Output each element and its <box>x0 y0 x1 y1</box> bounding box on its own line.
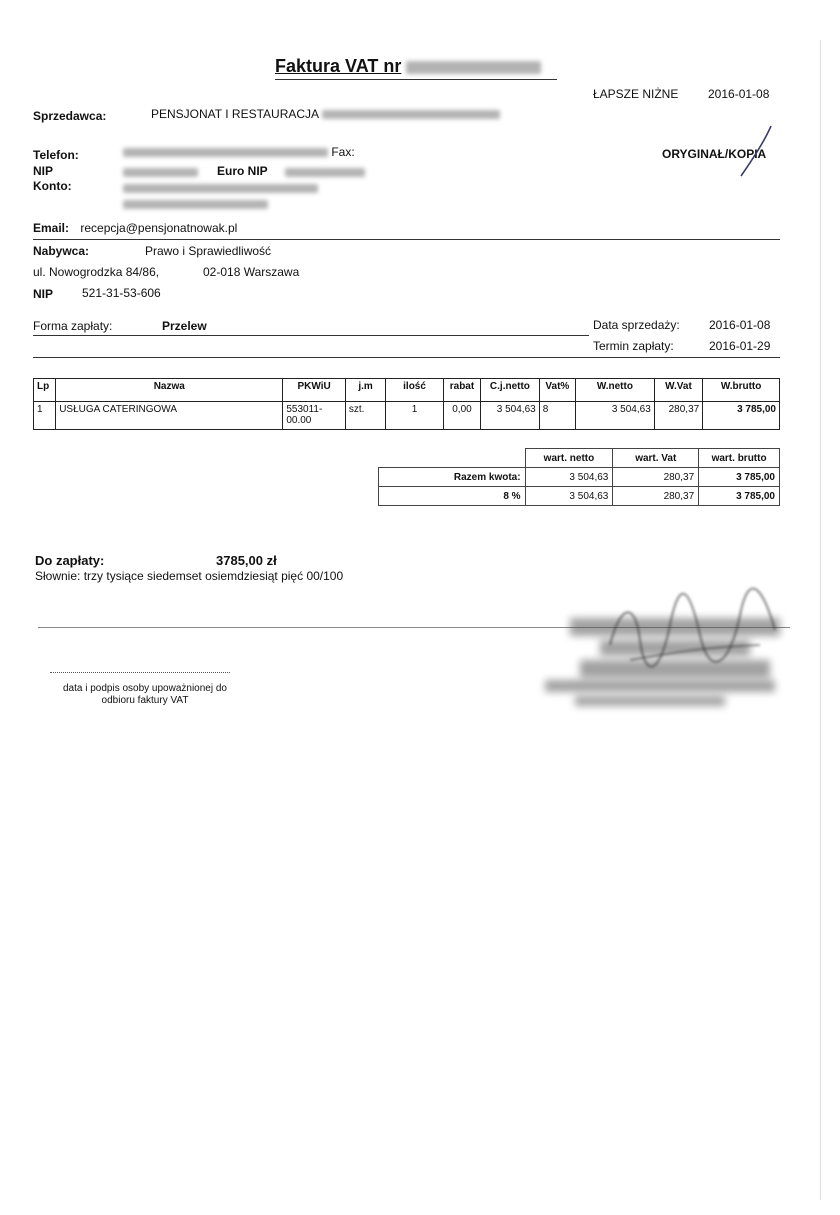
seller-name <box>151 107 500 121</box>
summary-total-net: 3 504,63 <box>525 468 613 487</box>
summary-header-gross: wart. brutto <box>699 449 780 468</box>
summary-total-label: Razem kwota: <box>379 468 526 487</box>
account-line-2 <box>123 196 268 214</box>
col-header-lp: Lp <box>34 379 56 402</box>
signature-scribble <box>590 585 790 695</box>
buyer-name: Prawo i Sprawiedliwość <box>145 244 272 258</box>
buyer-label: Nabywca: <box>33 244 90 258</box>
cell-vat-pct: 8 <box>539 402 575 430</box>
items-header-row <box>34 379 780 402</box>
page-edge-line <box>820 40 821 1200</box>
issue-date: 2016-01-08 <box>708 87 770 101</box>
euro-nip-label: Euro NIP <box>217 164 268 178</box>
cell-unit-net: 3 504,63 <box>481 402 540 430</box>
account-label: Konto: <box>33 179 72 193</box>
cell-lp: 1 <box>34 402 56 430</box>
col-header-net: W.netto <box>576 379 655 402</box>
cell-qty: 1 <box>386 402 444 430</box>
buyer-nip: 521-31-53-606 <box>82 286 161 300</box>
summary-header-net: wart. netto <box>525 449 613 468</box>
buyer-city: 02-018 Warszawa <box>203 265 300 279</box>
sale-date-label: Data sprzedaży: <box>593 318 680 332</box>
cell-pkwiu-line2: 00.00 <box>286 415 312 426</box>
payment-form-label: Forma zapłaty: <box>33 319 113 333</box>
col-header-vat: W.Vat <box>654 379 702 402</box>
cell-net: 3 504,63 <box>576 402 655 430</box>
phone-label: Telefon: <box>33 148 79 162</box>
col-header-vat-pct: Vat% <box>539 379 575 402</box>
col-header-unit-net: C.j.netto <box>481 379 540 402</box>
col-header-gross: W.brutto <box>703 379 780 402</box>
to-pay-label: Do zapłaty: <box>35 553 105 568</box>
redacted-invoice-number <box>406 61 541 74</box>
summary-rate-gross: 3 785,00 <box>699 487 780 506</box>
fax-label: Fax: <box>331 145 355 159</box>
items-table <box>33 378 780 430</box>
col-header-pkwiu: PKWiU <box>283 379 346 402</box>
email-row <box>33 221 237 235</box>
due-date: 2016-01-29 <box>709 339 771 353</box>
cell-name: USŁUGA CATERINGOWA <box>56 402 283 430</box>
signature-caption <box>50 683 240 707</box>
nip-label: NIP <box>33 164 54 178</box>
to-pay-amount: 3785,00 zł <box>216 553 277 568</box>
redacted-phone <box>123 148 328 157</box>
seller-name-text: PENSJONAT I RESTAURACJA <box>151 107 319 121</box>
due-date-label: Termin zapłaty: <box>593 339 674 353</box>
summary-blank <box>379 449 526 468</box>
invoice-title <box>275 56 541 77</box>
redacted-bank-name <box>123 200 268 209</box>
original-copy-label: ORYGINAŁ/KOPIA <box>662 147 767 161</box>
summary-header-vat: wart. Vat <box>613 449 699 468</box>
summary-rate-label: 8 % <box>379 487 526 506</box>
cell-vat: 280,37 <box>654 402 702 430</box>
summary-table <box>378 448 780 506</box>
summary-total-gross: 3 785,00 <box>699 468 780 487</box>
redacted-account-number <box>123 184 318 193</box>
col-header-unit: j.m <box>345 379 385 402</box>
buyer-street: ul. Nowogrodzka 84/86, <box>33 265 160 279</box>
invoice-title-text: Faktura VAT nr <box>275 56 402 76</box>
seller-buyer-divider <box>33 239 780 240</box>
summary-rate-vat: 280,37 <box>613 487 699 506</box>
phone-row <box>123 145 355 159</box>
summary-rate-net: 3 504,63 <box>525 487 613 506</box>
redacted-euro-nip <box>285 168 365 177</box>
payment-divider <box>33 335 589 336</box>
copy-strike-mark <box>735 122 775 180</box>
redacted-seller-name <box>322 110 500 119</box>
issue-place: ŁAPSZE NIŻNE <box>593 87 679 101</box>
summary-header-row <box>379 449 780 468</box>
title-underline <box>275 79 557 80</box>
cell-gross: 3 785,00 <box>703 402 780 430</box>
signature-caption-line1: data i podpis osoby upoważnionej do <box>62 683 227 694</box>
col-header-discount: rabat <box>443 379 480 402</box>
signature-caption-line2: odbioru faktury VAT <box>101 695 189 706</box>
summary-total-vat: 280,37 <box>613 468 699 487</box>
cell-discount: 0,00 <box>443 402 480 430</box>
amount-in-words: Słownie: trzy tysiące siedemset osiemdziesiąt pięć 00/100 <box>35 569 344 583</box>
summary-rate-row <box>379 487 780 506</box>
email-label: Email: <box>33 221 70 235</box>
payment-form: Przelew <box>162 319 207 333</box>
signature-line <box>50 672 230 673</box>
col-header-qty: ilość <box>386 379 444 402</box>
summary-total-row <box>379 468 780 487</box>
cell-pkwiu <box>283 402 346 430</box>
payment-table-divider <box>33 357 780 358</box>
redacted-nip <box>123 168 198 177</box>
cell-unit: szt. <box>345 402 385 430</box>
seller-label: Sprzedawca: <box>33 109 107 123</box>
sale-date: 2016-01-08 <box>709 318 771 332</box>
cell-pkwiu-line1: 553011- <box>286 404 323 415</box>
col-header-name: Nazwa <box>56 379 283 402</box>
table-row <box>34 402 780 430</box>
email-value: recepcja@pensjonatnowak.pl <box>80 221 238 235</box>
buyer-nip-label: NIP <box>33 287 54 301</box>
